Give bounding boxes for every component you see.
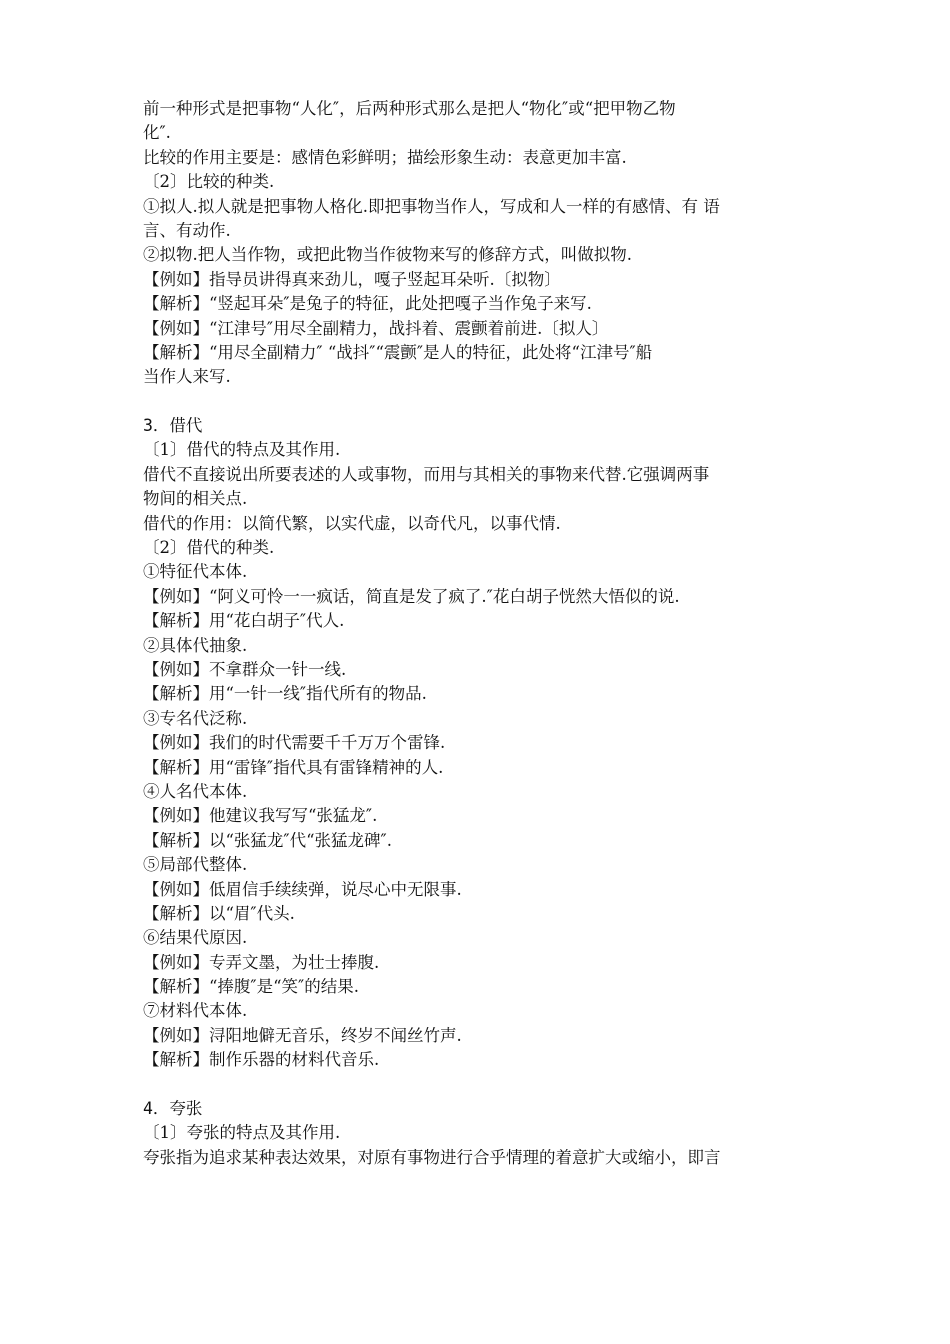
section-heading-metonymy: 3．借代	[143, 416, 203, 436]
text-line: ④人名代本体.	[143, 781, 248, 801]
text-line: 当作人来写.	[143, 367, 231, 387]
analysis-line: 【解析】用“花白胡子″代人.	[143, 611, 345, 631]
paragraph-gap	[143, 1073, 823, 1097]
text-line: 夸张指为追求某种表达效果，对原有事物进行合乎情理的着意扩大或缩小，即言	[143, 1147, 721, 1167]
analysis-line: 【解析】制作乐器的材料代音乐.	[143, 1050, 380, 1070]
text-line: 前一种形式是把事物“人化″，后两种形式那么是把人“物化″或“把甲物乙物	[143, 99, 676, 118]
example-line: 【例如】浔阳地僻无音乐，终岁不闻丝竹声.	[143, 1025, 462, 1045]
analysis-line: 【解析】用“雷锋″指代具有雷锋精神的人.	[143, 757, 444, 777]
text-line: ①特征代本体.	[143, 562, 248, 582]
text-line: ②拟物.把人当作物，或把此物当作彼物来写的修辞方式，叫做拟物.	[143, 245, 632, 265]
example-line: 【例如】他建议我写写“张猛龙″.	[143, 806, 378, 826]
analysis-line: 【解析】“捧腹″是“笑″的结果.	[143, 977, 359, 997]
analysis-line: 【解析】以“张猛龙″代“张猛龙碑″.	[143, 830, 392, 850]
analysis-line: 【解析】“竖起耳朵″是兔子的特征，此处把嘎子当作兔子来写.	[143, 294, 592, 314]
text-line: ③专名代泛称.	[143, 708, 248, 728]
paragraph-gap	[143, 390, 823, 414]
example-line: 【例如】专弄文墨，为壮士捧腹.	[143, 952, 380, 972]
example-line: 【例如】“江津号″用尽全副精力，战抖着、震颤着前进.〔拟人〕	[143, 318, 609, 338]
analysis-line: 【解析】以“眉″代头.	[143, 903, 295, 923]
text-line: ⑥结果代原因.	[143, 928, 248, 948]
text-line: ⑦材料代本体.	[143, 1001, 248, 1021]
section-heading-hyperbole: 4．夸张	[143, 1099, 203, 1119]
text-line: 言、有动作.	[143, 220, 231, 240]
text-line: 化″.	[143, 123, 171, 143]
example-line: 【例如】指导员讲得真来劲儿，嘎子竖起耳朵听.〔拟物〕	[143, 269, 561, 289]
text-line: 〔1〕夸张的特点及其作用.	[143, 1123, 341, 1143]
example-line: 【例如】不拿群众一针一线.	[143, 659, 347, 679]
text-line: 借代不直接说出所要表述的人或事物，而用与其相关的事物来代替.它强调两事	[143, 464, 710, 484]
example-line: 【例如】我们的时代需要千千万万个雷锋.	[143, 733, 446, 753]
example-line: 【例如】“阿义可怜一一疯话，简直是发了疯了.″花白胡子恍然大悟似的说.	[143, 586, 680, 606]
analysis-line: 【解析】“用尽全副精力″ “战抖″“震颤″是人的特征，此处将“江津号″船	[143, 342, 653, 362]
analysis-line: 【解析】用“一针一线″指代所有的物品.	[143, 684, 427, 704]
text-line: ①拟人.拟人就是把事物人格化.即把事物当作人，写成和人一样的有感情、有 语	[143, 196, 720, 216]
text-line: 物间的相关点.	[143, 489, 248, 509]
text-line: 〔1〕借代的特点及其作用.	[143, 440, 341, 460]
text-line: ⑤局部代整体.	[143, 855, 248, 875]
text-line: 〔2〕借代的种类.	[143, 538, 275, 558]
text-line: 比较的作用主要是：感情色彩鲜明；描绘形象生动：表意更加丰富.	[143, 147, 627, 167]
document-page	[143, 97, 823, 1170]
text-line: 〔2〕比较的种类.	[143, 172, 275, 192]
text-line: 借代的作用：以简代繁，以实代虚，以奇代凡，以事代情.	[143, 513, 561, 533]
text-line: ②具体代抽象.	[143, 635, 248, 655]
example-line: 【例如】低眉信手续续弹，说尽心中无限事.	[143, 879, 462, 899]
